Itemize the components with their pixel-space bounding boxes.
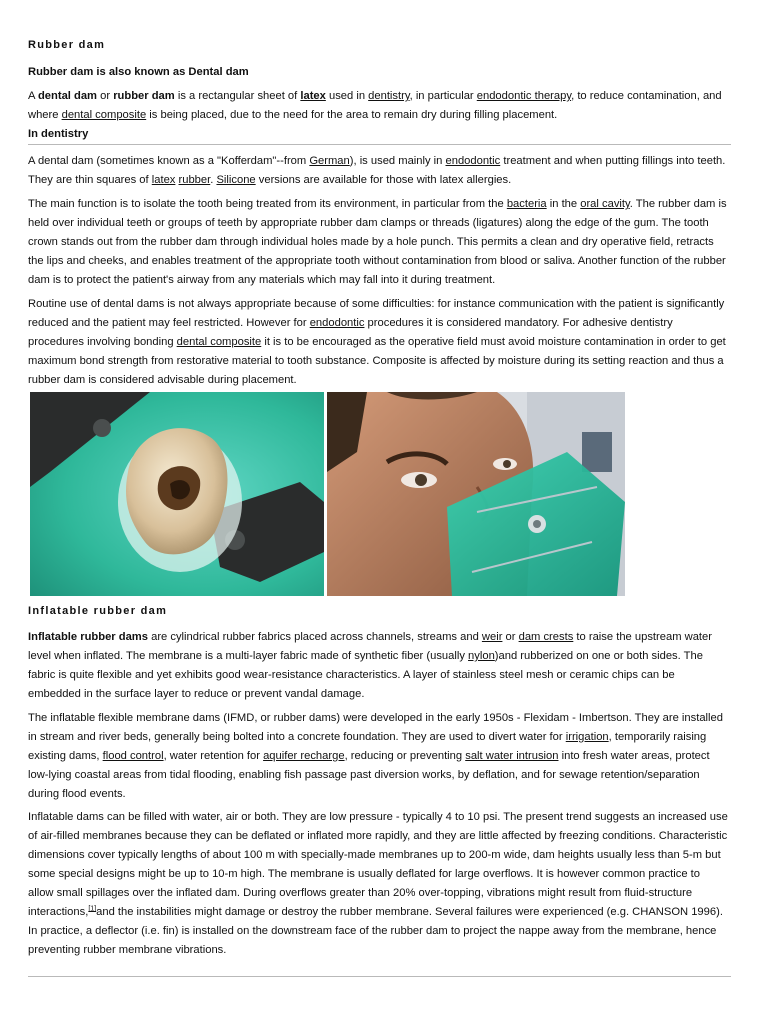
link-irrigation[interactable]: irrigation — [565, 731, 609, 743]
link-rubber[interactable]: rubber — [178, 174, 211, 186]
link-dentistry[interactable]: dentistry — [368, 90, 410, 102]
link-bacteria[interactable]: bacteria — [506, 198, 547, 210]
link-latex-2[interactable]: latex — [151, 174, 176, 186]
link-nylon[interactable]: nylon — [468, 650, 495, 662]
intro-paragraph: A dental dam or rubber dam is a rectangular sheet of latex used in dentistry, in particular endodontic therapy, to reduce contamination, and where dental composite is being placed, due to the need for the area to remain dry during filling placement. — [28, 90, 722, 121]
rubber-dam-tooth-photo — [30, 392, 324, 596]
inflatable-paragraph-2: The inflatable flexible membrane dams (IFMD, or rubber dams) were developed in the early 1950s - Flexidam - Imbertson. They are installed in stream and river beds, generally being bolted into a concrete foundation. They are used to divert water for irrigation, temporarily raising existing dams, flood control, water retention for aquifer recharge, reducing or preventing salt water intrusion into fresh water areas, protect low-lying coastal areas from tidal flooding, enabling fish passage past diversion works, by deflation, and for sewage retention/separation during flood events. — [28, 712, 723, 800]
section-title-inflatable-rubber-dam: Inflatable rubber dam — [28, 605, 168, 617]
inflatable-paragraph-3: Inflatable dams can be filled with water, air or both. They are low pressure - typically 4 to 10 psi. The present trend suggests an increased use of air-filled membranes because they can be deflated or inflated more rapidly, and they are little affected by freezing conditions. Characteristic dimensions cover typically lengths of about 100 m with specially-made membranes up to 200-m wide, dam heights usually less than 5-m but some special designs might be up to 10-m high. The membrane is usually deflated for large overflows. It is however common practice to allow small spillages over the inflated dam. During overflows greater than 20% over-topping, vibrations might result from fluid-structure interactions,[1]and the instabilities might damage or destroy the rubber membrane. Several failures were experienced (e.g. CHANSON 1996). In practice, a deflector (i.e. fin) is installed on the downstream face of the rubber dam to project the nappe away from the membrane, hence preventing rubber membrane vibrations. — [28, 811, 728, 956]
link-oral-cavity[interactable]: oral cavity — [580, 198, 630, 210]
link-endodontic-therapy[interactable]: endodontic therapy — [476, 90, 572, 102]
link-salt-water-intrusion[interactable]: salt water intrusion — [465, 750, 559, 762]
link-german[interactable]: German — [309, 155, 350, 167]
reference-link-1[interactable]: [1] — [88, 905, 97, 913]
link-aquifer-recharge[interactable]: aquifer recharge — [263, 750, 345, 762]
link-endodontic-2[interactable]: endodontic — [309, 317, 365, 329]
dentistry-paragraph-3: Routine use of dental dams is not always appropriate because of some difficulties: for instance communication with the patient is significantly reduced and the patient may feel restricted. However for endodontic procedures it is considered mandatory. For adhesive dentistry procedures involving bonding dental composite it is to be encouraged as the operative field must avoid moisture contamination in order to get maximum bond strength from restorative material to tooth substance. Composite is affected by moisture during its setting reaction and thus a rubber dam is considered advisable during placement. — [28, 298, 726, 386]
term-inflatable-rubber-dams: Inflatable rubber dams — [28, 631, 148, 643]
link-silicone[interactable]: Silicone — [216, 174, 256, 186]
link-flood-control[interactable]: flood control — [102, 750, 164, 762]
heading-in-dentistry: In dentistry — [28, 128, 89, 140]
bottom-divider — [28, 976, 731, 977]
patient-rubber-dam-photo — [327, 392, 625, 596]
term-rubber-dam: rubber dam — [113, 90, 175, 102]
subtitle: Rubber dam is also known as Dental dam — [28, 66, 249, 78]
inflatable-paragraph-1: Inflatable rubber dams are cylindrical rubber fabrics placed across channels, streams and weir or dam crests to raise the upstream water level when inflated. The membrane is a multi-layer fabric made of synthetic fiber (usually nylon)and rubberized on one or both sides. The fabric is quite flexible and yet exhibits good wear-resistance characteristics. A layer of stainless steel mesh or ceramic chips can be embedded in the surface layer to reduce or prevent vandal damage. — [28, 631, 712, 700]
link-dam-crests[interactable]: dam crests — [518, 631, 574, 643]
term-dental-dam: dental dam — [37, 90, 98, 102]
dentistry-paragraph-1: A dental dam (sometimes known as a "Kofferdam"--from German), is used mainly in endodontic treatment and when putting fillings into teeth. They are thin squares of latex rubber. Silicone versions are available for those with latex allergies. — [28, 155, 726, 186]
section-title-rubber-dam: Rubber dam — [28, 39, 106, 51]
link-dental-composite[interactable]: dental composite — [61, 109, 147, 121]
link-dental-composite-2[interactable]: dental composite — [176, 336, 262, 348]
link-latex[interactable]: latex — [300, 90, 326, 102]
link-endodontic[interactable]: endodontic — [445, 155, 501, 167]
dentistry-paragraph-2: The main function is to isolate the tooth being treated from its environment, in particular from the bacteria in the oral cavity. The rubber dam is held over individual teeth or groups of teeth by appropriate rubber dam clamps or threads (ligatures) along the edge of the gum. The tooth crown stands out from the rubber dam through individual holes made by a hole punch. This permits a clean and dry operative field, retracts the lips and cheeks, and enables treatment of the appropriate tooth without contamination from blood or saliva. Another function of the rubber dam is to protect the patient's airway from any materials which may fall into it during treatment. — [28, 198, 727, 286]
heading-divider — [28, 144, 731, 145]
link-weir[interactable]: weir — [481, 631, 503, 643]
